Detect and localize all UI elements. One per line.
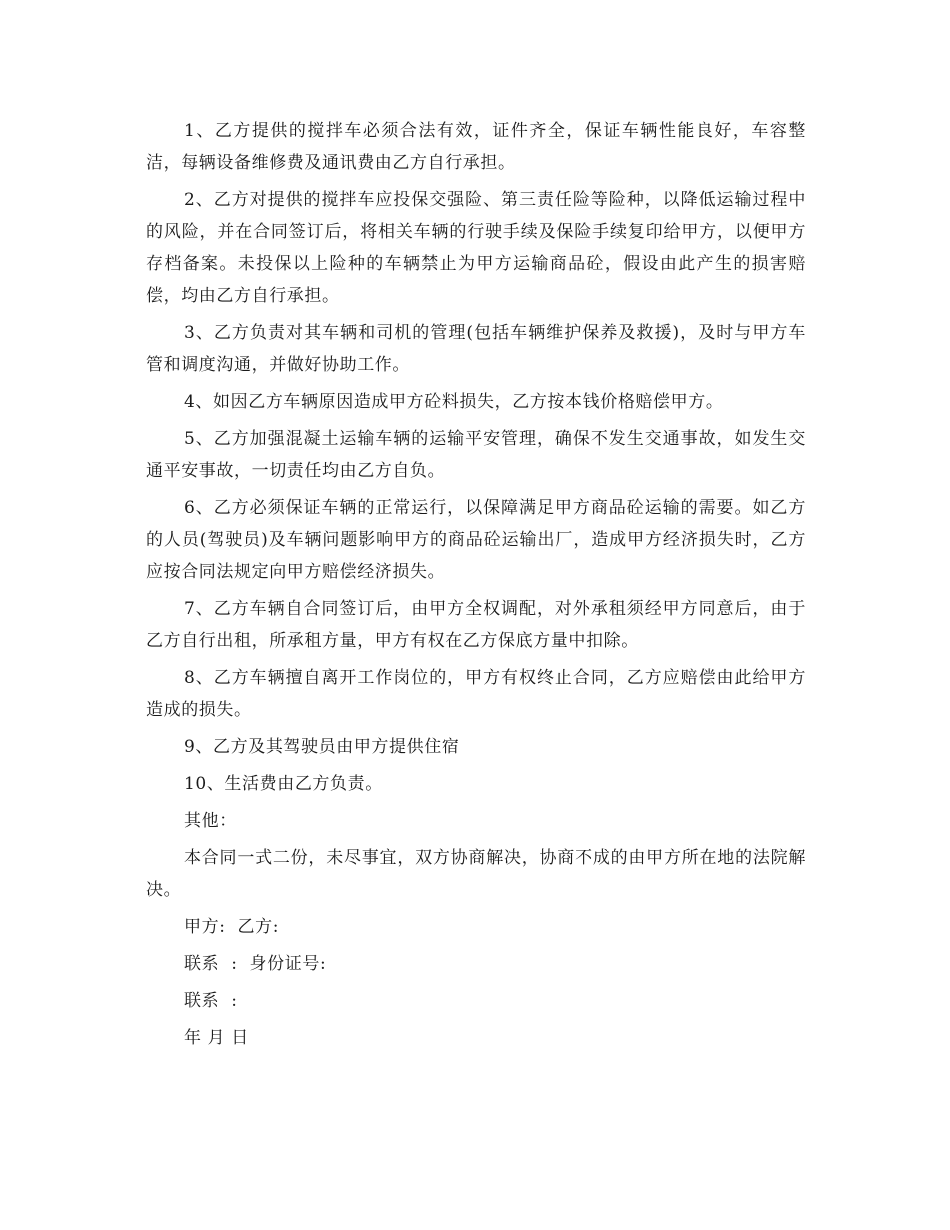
signature-date: 年 月 日 [184,1028,249,1048]
closing-clause: 本合同一式二份，未尽事宜，双方协商解决，协商不成的由甲方所在地的法院解决。 [146,848,806,900]
other-heading: 其他： [184,811,237,831]
clause-4: 4、如因乙方车辆原因造成甲方砼料损失，乙方按本钱价格赔偿甲方。 [184,392,724,412]
clause-9: 9、乙方及其驾驶员由甲方提供住宿 [184,737,460,757]
signature-contact-id: 联系 : 身份证号: [184,954,327,974]
signature-contact: 联系 : [184,991,238,1011]
clause-2: 2、乙方对提供的搅拌车应投保交强险、第三责任险等险种，以降低运输过程中的风险，并在合同签订后，将相关车辆的行驶手续及保险手续复印给甲方，以便甲方存档备案。未投保以上险种的车辆禁止为甲方运输商品砼，假设由此产生的损害赔偿，均由乙方自行承担。 [146,190,806,306]
clause-7: 7、乙方车辆自合同签订后，由甲方全权调配，对外承租须经甲方同意后，由于乙方自行出租，所承租方量，甲方有权在乙方保底方量中扣除。 [146,599,806,651]
clause-10: 10、生活费由乙方负责。 [184,774,383,794]
clause-1: 1、乙方提供的搅拌车必须合法有效，证件齐全，保证车辆性能良好，车容整洁，每辆设备维修费及通讯费由乙方自行承担。 [146,121,806,173]
clause-6: 6、乙方必须保证车辆的正常运行，以保障满足甲方商品砼运输的需要。如乙方的人员(驾驶员)及车辆问题影响甲方的商品砼运输出厂，造成甲方经济损失时，乙方应按合同法规定向甲方赔偿经济损失。 [146,498,806,582]
signature-parties: 甲方: 乙方: [184,917,280,937]
clause-5: 5、乙方加强混凝土运输车辆的运输平安管理，确保不发生交通事故，如发生交通平安事故，一切责任均由乙方自负。 [146,429,806,481]
clause-8: 8、乙方车辆擅自离开工作岗位的，甲方有权终止合同，乙方应赔偿由此给甲方造成的损失。 [146,668,806,720]
clause-3: 3、乙方负责对其车辆和司机的管理(包括车辆维护保养及救援)，及时与甲方车管和调度沟通，并做好协助工作。 [146,323,806,375]
document-body [146,115,806,1059]
